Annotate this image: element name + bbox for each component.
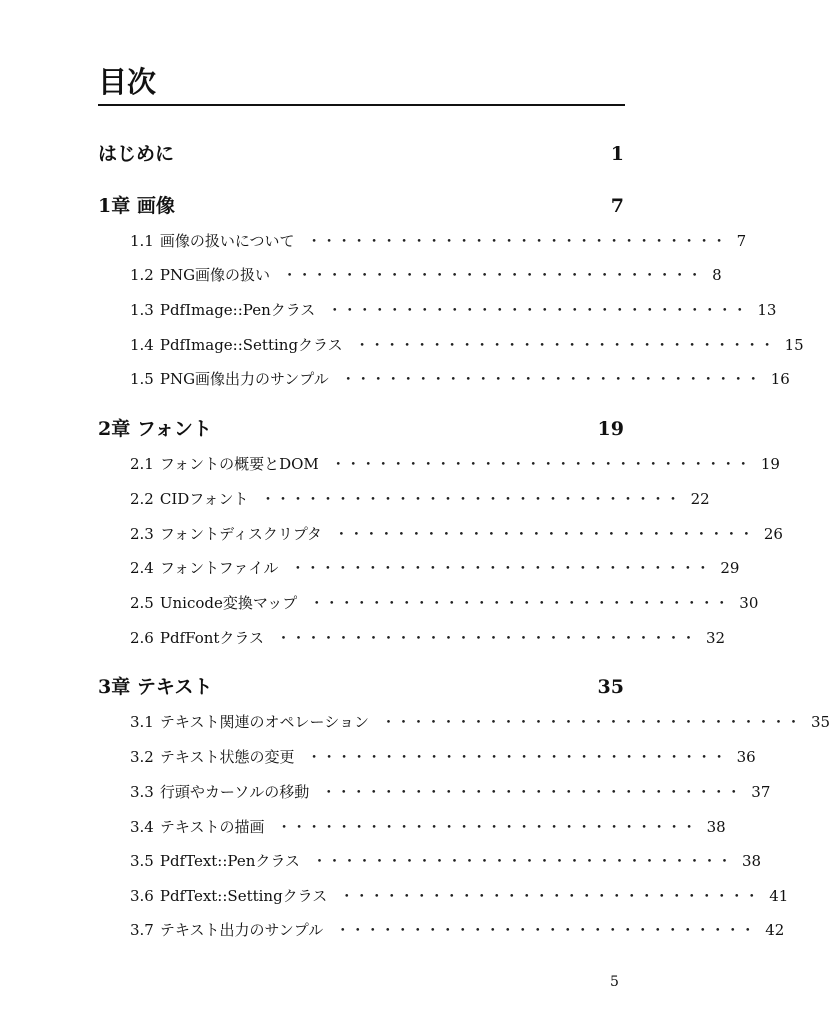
toc-page-number: 42 <box>765 921 785 939</box>
toc-page-number: 36 <box>736 748 756 766</box>
toc-section-row[interactable] <box>130 522 783 546</box>
page-title: 目次 <box>98 65 157 99</box>
toc-page-number: 13 <box>757 301 777 319</box>
toc-section-row[interactable] <box>130 487 710 511</box>
toc-page-number: 41 <box>769 887 789 905</box>
toc-section-row[interactable] <box>130 780 771 804</box>
toc-page-number: 37 <box>751 783 771 801</box>
toc-section-number: 2.1 <box>130 455 154 473</box>
toc-section-row[interactable] <box>130 918 785 942</box>
toc-page-number: 35 <box>810 713 830 731</box>
toc-section-row[interactable] <box>130 626 726 650</box>
toc-section-row[interactable] <box>130 849 762 873</box>
toc-dot-leader: ・・・・・・・・・・・・・・・・・・・・・・・・・・・・ <box>311 852 732 870</box>
toc-dot-leader: ・・・・・・・・・・・・・・・・・・・・・・・・・・・・ <box>290 559 711 577</box>
toc-section-title: PdfImage::Settingクラス <box>159 336 343 354</box>
toc-section-row[interactable] <box>130 710 830 734</box>
toc-dot-leader: ・・・・・・・・・・・・・・・・・・・・・・・・・・・・ <box>276 818 697 836</box>
toc-dot-leader: ・・・・・・・・・・・・・・・・・・・・・・・・・・・・ <box>260 490 681 508</box>
toc-chapter-row[interactable] <box>98 192 624 220</box>
toc-section-number: 3.7 <box>130 921 154 939</box>
toc-section-title: フォントの概要とDOM <box>159 455 319 473</box>
toc-page-number: 35 <box>597 676 624 698</box>
toc-page-number: 19 <box>760 455 780 473</box>
toc-section-number: 1.4 <box>130 336 154 354</box>
toc-page-number: 38 <box>741 852 762 870</box>
toc-dot-leader: ・・・・・・・・・・・・・・・・・・・・・・・・・・・・ <box>282 266 703 284</box>
toc-section-row[interactable] <box>130 333 804 357</box>
toc-chapter-title: 3章 テキスト <box>98 676 213 698</box>
toc-dot-leader: ・・・・・・・・・・・・・・・・・・・・・・・・・・・・ <box>340 370 761 388</box>
toc-section-row[interactable] <box>130 263 722 287</box>
toc-section-title: PdfText::Settingクラス <box>159 887 328 905</box>
toc-page-number: 19 <box>597 418 624 440</box>
toc-section-number: 3.2 <box>130 748 154 766</box>
toc-chapter-title: 2章 フォント <box>98 418 212 440</box>
toc-dot-leader: ・・・・・・・・・・・・・・・・・・・・・・・・・・・・ <box>339 887 760 905</box>
toc-section-number: 2.6 <box>130 629 154 647</box>
toc-section-title: PNG画像出力のサンプル <box>159 370 329 388</box>
toc-section-number: 3.4 <box>130 818 154 836</box>
title-rule <box>98 104 625 106</box>
toc-section-number: 3.1 <box>130 713 154 731</box>
toc-dot-leader: ・・・・・・・・・・・・・・・・・・・・・・・・・・・・ <box>327 301 748 319</box>
toc-section-title: PdfText::Penクラス <box>159 852 300 870</box>
toc-section-number: 2.3 <box>130 525 154 543</box>
toc-section-number: 3.6 <box>130 887 154 905</box>
toc-section-title: PdfFontクラス <box>159 629 264 647</box>
toc-dot-leader: ・・・・・・・・・・・・・・・・・・・・・・・・・・・・ <box>321 783 742 801</box>
toc-page-number: 26 <box>763 525 783 543</box>
toc-section-number: 2.4 <box>130 559 154 577</box>
toc-page-number: 22 <box>690 490 710 508</box>
toc-section-title: テキスト関連のオペレーション <box>159 713 369 731</box>
toc-chapter-row[interactable] <box>98 415 624 443</box>
toc-dot-leader: ・・・・・・・・・・・・・・・・・・・・・・・・・・・・ <box>330 455 751 473</box>
toc-section-title: 行頭やカーソルの移動 <box>159 783 310 801</box>
toc-dot-leader: ・・・・・・・・・・・・・・・・・・・・・・・・・・・・ <box>309 594 730 612</box>
toc-section-row[interactable] <box>130 452 780 476</box>
toc-section-row[interactable] <box>130 229 747 253</box>
toc-section-title: テキストの描画 <box>159 818 265 836</box>
toc-section-number: 3.3 <box>130 783 154 801</box>
toc-chapter-title: 1章 画像 <box>98 195 175 217</box>
toc-dot-leader: ・・・・・・・・・・・・・・・・・・・・・・・・・・・・ <box>354 336 775 354</box>
toc-dot-leader: ・・・・・・・・・・・・・・・・・・・・・・・・・・・・ <box>275 629 696 647</box>
toc-page-number: 38 <box>706 818 726 836</box>
toc-page-number: 30 <box>739 594 759 612</box>
toc-page-number: 15 <box>784 336 804 354</box>
toc-dot-leader: ・・・・・・・・・・・・・・・・・・・・・・・・・・・・ <box>306 232 727 250</box>
toc-section-row[interactable] <box>130 591 759 615</box>
toc-dot-leader: ・・・・・・・・・・・・・・・・・・・・・・・・・・・・ <box>306 748 727 766</box>
toc-section-title: CIDフォント <box>159 490 249 508</box>
toc-section-number: 3.5 <box>130 852 154 870</box>
toc-page-number: 7 <box>736 232 747 250</box>
toc-page-number: 32 <box>705 629 726 647</box>
toc-section-row[interactable] <box>130 367 790 391</box>
toc-dot-leader: ・・・・・・・・・・・・・・・・・・・・・・・・・・・・ <box>380 713 801 731</box>
toc-section-title: テキスト出力のサンプル <box>159 921 324 939</box>
toc-dot-leader: ・・・・・・・・・・・・・・・・・・・・・・・・・・・・ <box>333 525 754 543</box>
toc-section-number: 2.2 <box>130 490 154 508</box>
toc-dot-leader: ・・・・・・・・・・・・・・・・・・・・・・・・・・・・ <box>335 921 756 939</box>
toc-section-number: 1.2 <box>130 266 154 284</box>
toc-section-title: 画像の扱いについて <box>159 232 295 250</box>
toc-page-number: 29 <box>720 559 740 577</box>
toc-section-number: 1.3 <box>130 301 154 319</box>
toc-section-title: テキスト状態の変更 <box>159 748 295 766</box>
toc-page-number: 16 <box>770 370 790 388</box>
toc-section-title: フォントディスクリプタ <box>159 525 322 543</box>
toc-section-row[interactable] <box>130 815 726 839</box>
page-number: 5 <box>610 974 619 990</box>
toc-section-number: 1.5 <box>130 370 154 388</box>
toc-section-title: Unicode変換マップ <box>159 594 298 612</box>
toc-chapter-title: はじめに <box>98 143 175 165</box>
toc-page-number: 7 <box>610 195 624 217</box>
toc-section-title: PNG画像の扱い <box>159 266 271 284</box>
toc-section-row[interactable] <box>130 745 756 769</box>
toc-section-title: PdfImage::Penクラス <box>159 301 316 319</box>
toc-section-number: 2.5 <box>130 594 154 612</box>
toc-section-row[interactable] <box>130 556 740 580</box>
toc-page-number: 8 <box>712 266 722 284</box>
toc-section-row[interactable] <box>130 298 777 322</box>
toc-chapter-row[interactable] <box>98 673 624 701</box>
toc-section-number: 1.1 <box>130 232 154 250</box>
toc-chapter-row[interactable] <box>98 140 624 168</box>
toc-section-title: フォントファイル <box>159 559 279 577</box>
toc-section-row[interactable] <box>130 884 789 908</box>
toc-page-number: 1 <box>610 143 624 165</box>
